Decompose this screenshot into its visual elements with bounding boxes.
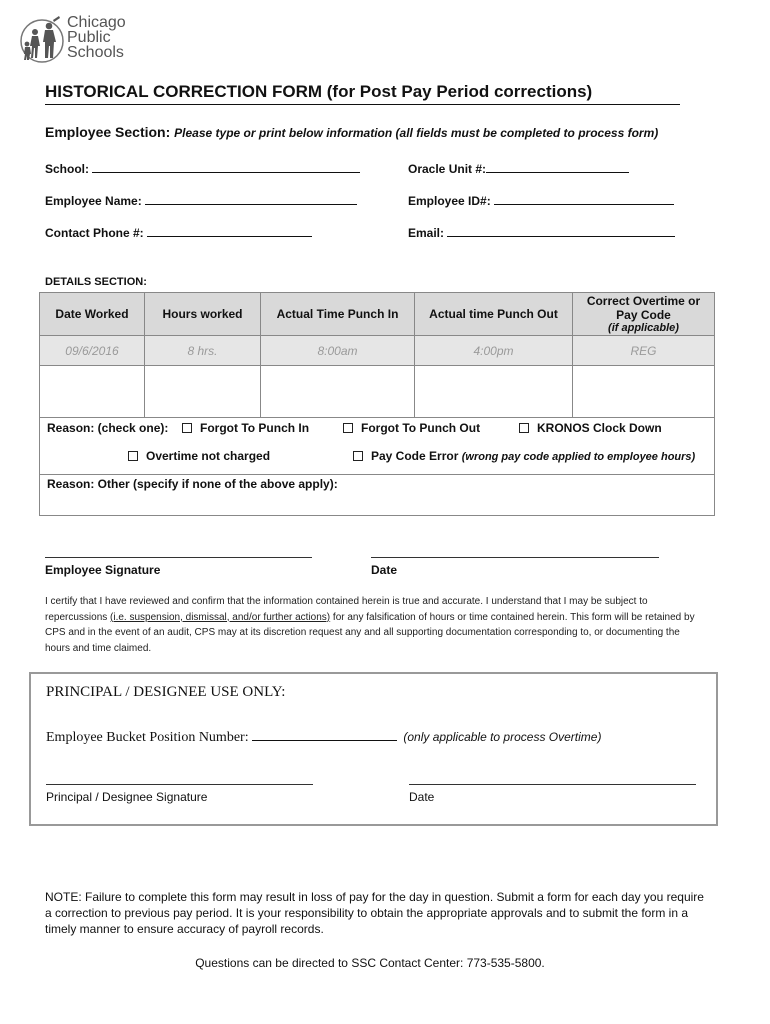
forgot-in-checkbox[interactable] xyxy=(182,423,192,433)
employee-signature-line[interactable] xyxy=(45,557,312,558)
principal-date-label: Date xyxy=(409,790,435,804)
email-label: Email: xyxy=(408,226,445,240)
logo-text xyxy=(67,15,126,60)
kronos-label: KRONOS Clock Down xyxy=(537,421,662,435)
entry-punch-in-cell[interactable] xyxy=(261,366,415,418)
note-text: NOTE: Failure to complete this form may result in loss of pay for the day in question. Submit a form for each day you require a correction to previous pay period. It is your responsibility to obtain the appropriate approvals and to submit the form in a timely manner to ensure accuracy of payroll records. xyxy=(45,890,704,936)
form-title: HISTORICAL CORRECTION FORM (for Post Pay Period corrections) xyxy=(45,82,593,101)
reason-forgot-out[interactable] xyxy=(343,421,480,435)
pay-code-checkbox[interactable] xyxy=(353,451,363,461)
oracle-unit-input-line[interactable] xyxy=(486,159,629,173)
header-hours-worked: Hours worked xyxy=(145,293,261,336)
logo-line-1: Chicago xyxy=(67,14,126,31)
entry-punch-out-cell[interactable] xyxy=(415,366,573,418)
oracle-unit-field[interactable] xyxy=(408,159,629,176)
employee-date-label: Date xyxy=(371,563,398,577)
details-header-row xyxy=(40,293,715,336)
employee-section-label: Employee Section: xyxy=(45,124,171,140)
bucket-input-line[interactable] xyxy=(252,729,397,741)
certification-text xyxy=(45,594,695,656)
principal-signature-label: Principal / Designee Signature xyxy=(46,790,208,804)
oracle-unit-label: Oracle Unit #: xyxy=(408,162,487,176)
bucket-label: Employee Bucket Position Number: xyxy=(46,730,249,745)
employee-signature-label: Employee Signature xyxy=(45,563,161,577)
entry-row xyxy=(40,366,715,418)
certification-part-1: I certify that I have reviewed and confirm that the information contained herein is true and accurate. I understand that I may be subject to repercussions xyxy=(45,596,648,623)
example-row xyxy=(40,336,715,366)
employee-id-field[interactable] xyxy=(408,191,674,208)
details-table xyxy=(39,292,715,516)
bucket-note: (only applicable to process Overtime) xyxy=(403,730,602,744)
contact-phone-input-line[interactable] xyxy=(147,223,312,237)
questions-contact: Questions can be directed to SSC Contact Center: 773-535-5800. xyxy=(195,956,545,970)
entry-date-cell[interactable] xyxy=(40,366,145,418)
email-input-line[interactable] xyxy=(447,223,675,237)
certification-part-2: for any falsification of hours or time contained herein. This form will be retained by CPS and in the event of an audit, CPS may at its discretion request any and all supporting documentation corresponding to, or documenting the hours and time claimed. xyxy=(45,611,695,654)
employee-id-input-line[interactable] xyxy=(494,191,674,205)
principal-box xyxy=(29,672,718,826)
certification-underlined: (i.e. suspension, dismissal, and/or further actions) xyxy=(110,611,331,623)
email-field[interactable] xyxy=(408,223,675,240)
example-pay-code: REG xyxy=(573,336,715,366)
other-reason-label: Reason: Other (specify if none of the above apply): xyxy=(47,477,338,491)
header-punch-in: Actual Time Punch In xyxy=(261,293,415,336)
employee-name-input-line[interactable] xyxy=(145,191,357,205)
principal-heading: PRINCIPAL / DESIGNEE USE ONLY: xyxy=(46,684,286,700)
employee-section-instructions: Please type or print below information (all fields must be completed to process form) xyxy=(174,126,659,140)
reason-overtime[interactable] xyxy=(128,449,270,463)
example-date: 09/6/2016 xyxy=(40,336,145,366)
pay-code-label: Pay Code Error xyxy=(371,449,459,463)
reason-label: Reason: (check one): xyxy=(47,421,169,435)
bucket-field[interactable] xyxy=(46,728,601,746)
forgot-in-label: Forgot To Punch In xyxy=(200,421,310,435)
school-field[interactable] xyxy=(45,159,360,176)
details-section-label: DETAILS SECTION: xyxy=(45,276,147,288)
header-punch-out: Actual time Punch Out xyxy=(415,293,573,336)
forgot-out-label: Forgot To Punch Out xyxy=(361,421,481,435)
contact-phone-label: Contact Phone #: xyxy=(45,226,144,240)
logo-line-3: Schools xyxy=(67,44,124,61)
other-reason-cell[interactable] xyxy=(40,475,715,516)
principal-date-line[interactable] xyxy=(409,784,696,785)
forgot-out-checkbox[interactable] xyxy=(343,423,353,433)
other-reason-row xyxy=(40,475,715,516)
children-silhouette-icon xyxy=(20,14,70,66)
employee-name-label: Employee Name: xyxy=(45,194,142,208)
header-pay-code-note: (if applicable) xyxy=(608,322,679,334)
employee-name-field[interactable] xyxy=(45,191,357,208)
example-hours: 8 hrs. xyxy=(145,336,261,366)
header-pay-code xyxy=(573,293,715,336)
title-underline xyxy=(45,104,680,105)
reason-cell xyxy=(40,418,715,475)
contact-phone-field[interactable] xyxy=(45,223,312,240)
reason-row xyxy=(40,418,715,475)
principal-signature-line[interactable] xyxy=(46,784,313,785)
employee-date-line[interactable] xyxy=(371,557,659,558)
employee-id-label: Employee ID#: xyxy=(408,194,491,208)
kronos-checkbox[interactable] xyxy=(519,423,529,433)
overtime-label: Overtime not charged xyxy=(146,449,271,463)
entry-pay-code-cell[interactable] xyxy=(573,366,715,418)
example-punch-out: 4:00pm xyxy=(415,336,573,366)
entry-hours-cell[interactable] xyxy=(145,366,261,418)
school-label: School: xyxy=(45,162,89,176)
reason-kronos[interactable] xyxy=(519,421,662,435)
pay-code-note: (wrong pay code applied to employee hours) xyxy=(461,451,696,463)
logo-line-2: Public xyxy=(67,29,111,46)
header-date-worked: Date Worked xyxy=(40,293,145,336)
reason-forgot-in[interactable] xyxy=(182,421,309,435)
overtime-checkbox[interactable] xyxy=(128,451,138,461)
header-pay-code-label: Correct Overtime or Pay Code xyxy=(586,294,701,322)
reason-pay-code[interactable] xyxy=(353,449,695,463)
school-input-line[interactable] xyxy=(92,159,360,173)
example-punch-in: 8:00am xyxy=(261,336,415,366)
employee-section-heading xyxy=(45,124,658,140)
